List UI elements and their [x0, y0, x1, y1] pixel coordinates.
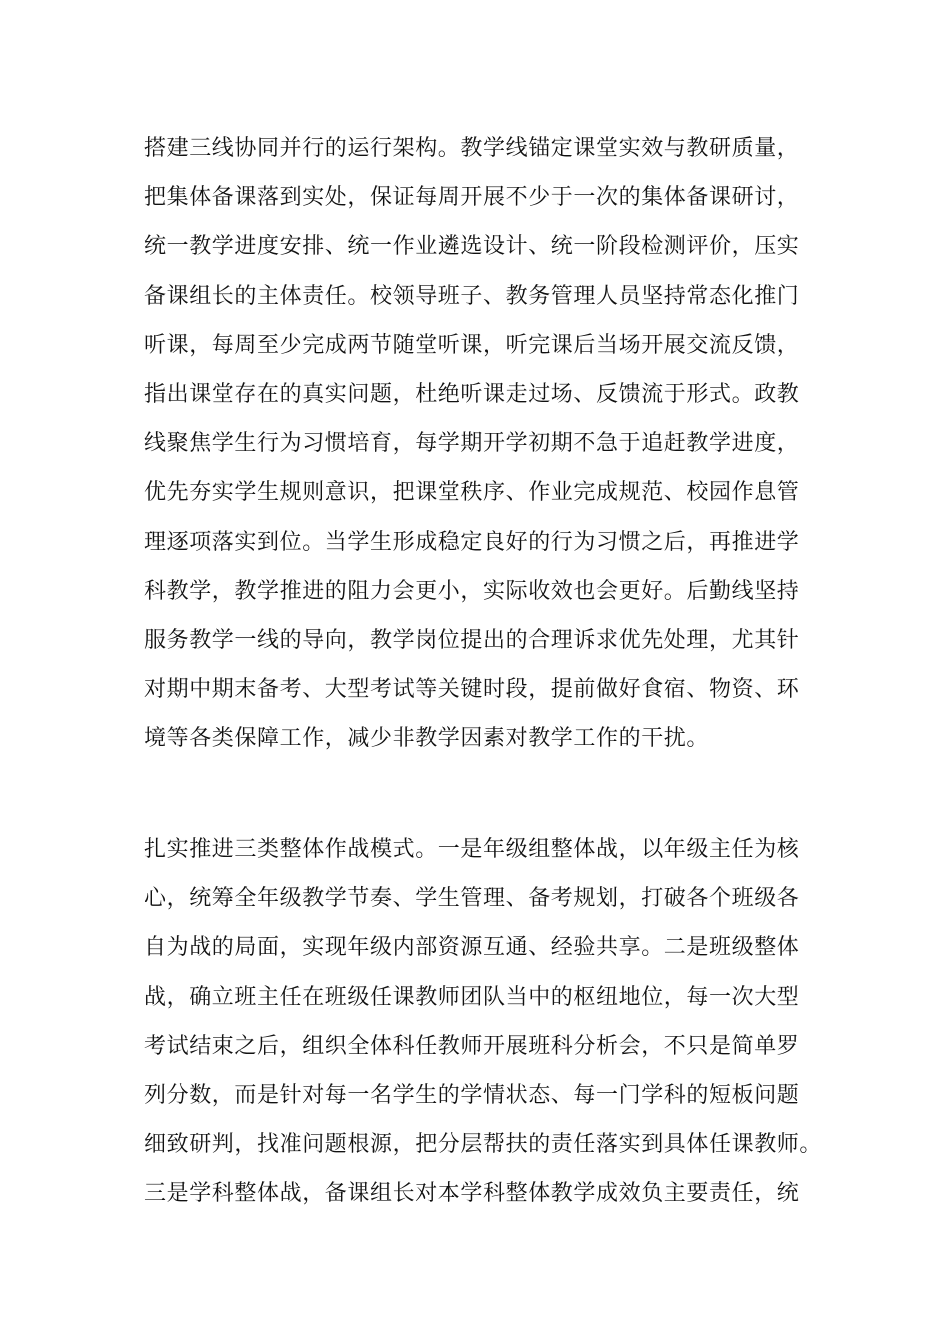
paragraph-three-combat-modes	[144, 825, 823, 1219]
text-line: 优先夯实学生规则意识，把课堂秩序、作业完成规范、校园作息管	[144, 480, 800, 506]
text-line: 备课组长的主体责任。校领导班子、教务管理人员坚持常态化推门	[144, 283, 800, 309]
text-line: 细致研判，找准问题根源，把分层帮扶的责任落实到具体任课教师。	[144, 1132, 823, 1158]
text-line: 把集体备课落到实处，保证每周开展不少于一次的集体备课研讨，	[144, 185, 800, 211]
text-line: 科教学，教学推进的阻力会更小，实际收效也会更好。后勤线坚持	[144, 578, 800, 604]
text-line: 战，确立班主任在班级任课教师团队当中的枢纽地位，每一次大型	[144, 984, 800, 1010]
text-line: 理逐项落实到位。当学生形成稳定良好的行为习惯之后，再推进学	[144, 529, 800, 555]
text-line: 自为战的局面，实现年级内部资源互通、经验共享。二是班级整体	[144, 935, 800, 961]
text-line: 搭建三线协同并行的运行架构。教学线锚定课堂实效与教研质量，	[144, 136, 800, 161]
text-line: 三是学科整体战，备课组长对本学科整体教学成效负主要责任，统	[144, 1181, 800, 1207]
text-line: 考试结束之后，组织全体科任教师开展班科分析会，不只是简单罗	[144, 1033, 800, 1059]
text-line: 线聚焦学生行为习惯培育，每学期开学初期不急于追赶教学进度，	[144, 431, 800, 457]
text-line: 服务教学一线的导向，教学岗位提出的合理诉求优先处理，尤其针	[144, 627, 800, 653]
text-line: 指出课堂存在的真实问题，杜绝听课走过场、反馈流于形式。政教	[144, 381, 800, 407]
text-line: 境等各类保障工作，减少非教学因素对教学工作的干扰。	[144, 726, 710, 752]
text-line: 扎实推进三类整体作战模式。一是年级组整体战，以年级主任为核	[144, 837, 800, 862]
text-line: 心，统筹全年级教学节奏、学生管理、备考规划，打破各个班级各	[144, 886, 800, 912]
text-line: 听课，每周至少完成两节随堂听课，听完课后当场开展交流反馈，	[144, 332, 800, 358]
paragraph-three-lines-structure	[144, 124, 814, 763]
text-line: 对期中期末备考、大型考试等关键时段，提前做好食宿、物资、环	[144, 677, 800, 703]
text-line: 统一教学进度安排、统一作业遴选设计、统一阶段检测评价，压实	[144, 234, 800, 260]
text-line: 列分数，而是针对每一名学生的学情状态、每一门学科的短板问题	[144, 1082, 800, 1108]
